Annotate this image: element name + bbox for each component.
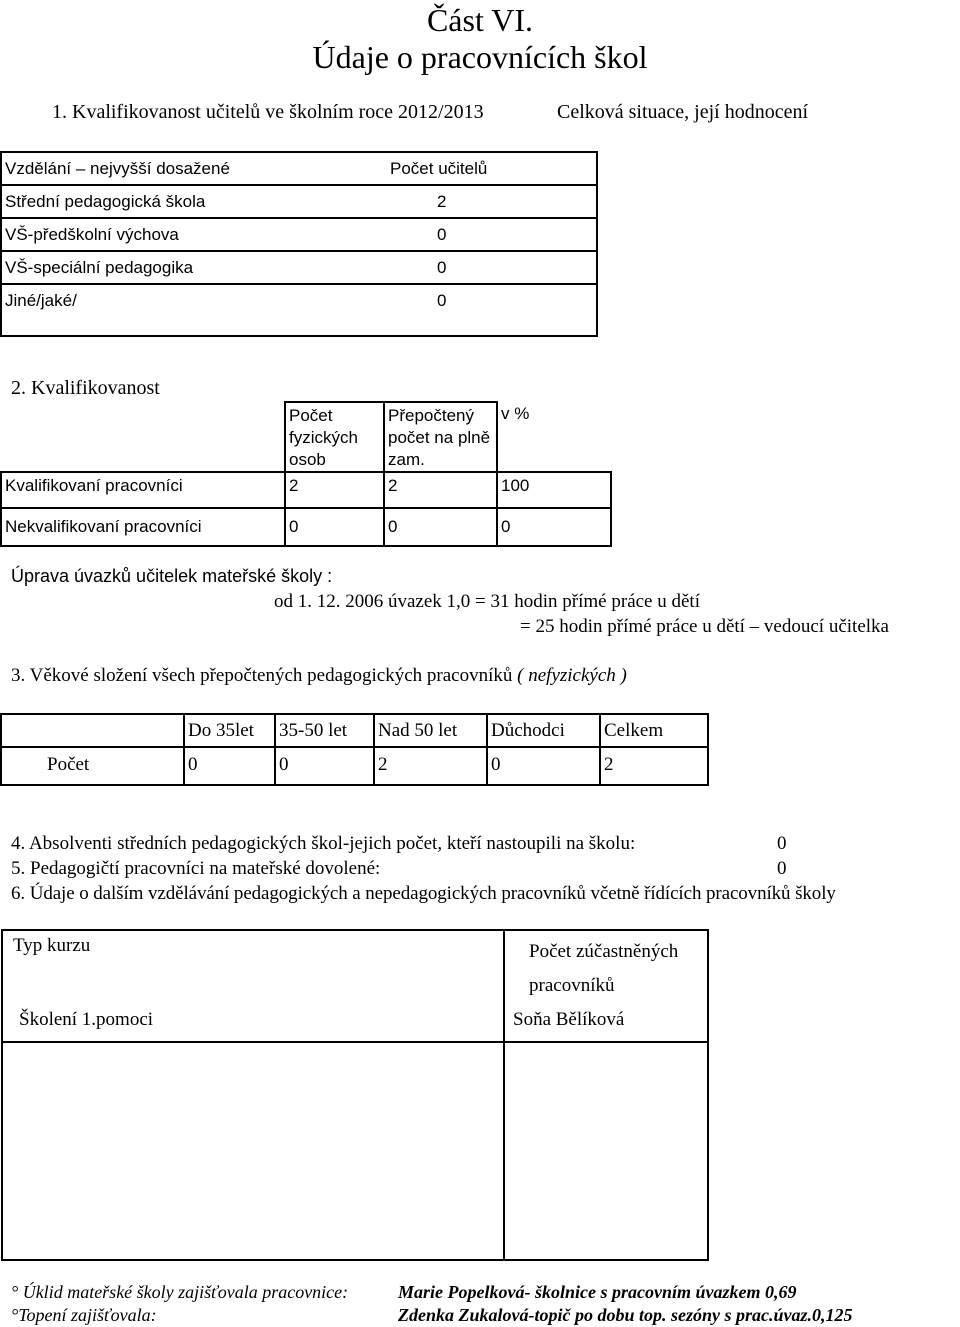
page-subtitle: Údaje o pracovnících škol [312, 39, 648, 75]
table-row [2, 1003, 708, 1042]
qualification-summary-table [0, 401, 612, 547]
table-row [1, 508, 611, 546]
table-cell-value: 0 [497, 508, 611, 546]
table-cell-value: 0 [487, 747, 600, 785]
header-teacher-count: Počet učitelů [385, 152, 597, 185]
section1-title-right: Celková situace, její hodnocení [557, 101, 809, 123]
table-cell-value: 0 [384, 508, 497, 546]
item4-value: 0 [777, 833, 787, 854]
table-cell-value: 0 [184, 747, 275, 785]
section1-title: 1. Kvalifikovanost učitelů ve školním roce 2012/2013 [52, 101, 484, 123]
item4-text: 4. Absolventi středních pedagogických škol-jejich počet, kteří nastoupili na školu: [11, 833, 636, 854]
table-cell-value: 2 [385, 185, 597, 218]
table-cell-value: 0 [285, 508, 384, 546]
footer-heating-value: Zdenka Zukalová-topič po dobu top. sezóny s prac.úvaz.0,125 [398, 1305, 853, 1325]
item5-text: 5. Pedagogičtí pracovníci na mateřské dovolené: [11, 858, 381, 879]
table-cell-value: 2 [384, 472, 497, 508]
table-row [1, 284, 597, 336]
table-header-row [1, 714, 708, 747]
header-total: Celkem [600, 714, 708, 747]
table-cell-value: 0 [385, 218, 597, 251]
table-row [2, 1042, 708, 1260]
header-age-under35: Do 35let [184, 714, 275, 747]
item5-value: 0 [777, 858, 787, 879]
workload-line1: od 1. 12. 2006 úvazek 1,0 = 31 hodin přímé práce u dětí [274, 591, 700, 612]
age-structure-table [0, 713, 709, 786]
table-cell-label: VŠ-speciální pedagogika [1, 251, 385, 284]
training-table [1, 929, 709, 1261]
table-cell-course: Školení 1.pomoci [2, 1003, 504, 1042]
table-cell-value: 2 [600, 747, 708, 785]
workload-title: Úprava úvazků učitelek mateřské školy : [11, 566, 333, 586]
header-converted-count: Přepočtený počet na plně zam. [384, 402, 497, 472]
table-header-row [1, 152, 597, 185]
table-header-row [1, 402, 611, 472]
row-label-count: Počet [1, 747, 184, 785]
table-row [1, 472, 611, 508]
workload-line2: = 25 hodin přímé práce u dětí – vedoucí učitelka [520, 616, 889, 637]
header-age-35-50: 35-50 let [275, 714, 374, 747]
footer-cleaning-value: Marie Popelková- školnice s pracovním úvazkem 0,69 [398, 1282, 797, 1302]
header-participants [504, 930, 708, 1003]
table-row [1, 747, 708, 785]
qualification-table [0, 151, 598, 337]
page-title: Část VI. [426, 2, 534, 38]
table-row [1, 251, 597, 284]
header-empty [1, 402, 285, 472]
table-cell-value: 0 [385, 251, 597, 284]
section3-title-italic: ( nefyzických ) [517, 665, 627, 686]
header-participants-line2: pracovníků [529, 975, 615, 996]
item6-text: 6. Údaje o dalším vzdělávání pedagogických a nepedagogických pracovníků včetně řídících pracovníků školy [11, 883, 836, 904]
table-cell-participant: Soňa Bělíková [504, 1003, 708, 1042]
header-education: Vzdělání – nejvyšší dosažené [1, 152, 385, 185]
table-cell-value: 100 [497, 472, 611, 508]
table-cell-value: 0 [275, 747, 374, 785]
header-retired: Důchodci [487, 714, 600, 747]
table-row [1, 218, 597, 251]
table-cell-empty [2, 1042, 504, 1260]
header-physical-count: Počet fyzických osob [285, 402, 384, 472]
table-cell-label: Kvalifikovaní pracovníci [1, 472, 285, 508]
header-course-type: Typ kurzu [2, 930, 504, 1003]
footer-cleaning-label: ° Úklid mateřské školy zajišťovala pracovnice: [11, 1282, 349, 1302]
header-age-over50: Nad 50 let [374, 714, 487, 747]
section3-title [11, 665, 627, 687]
header-empty [1, 714, 184, 747]
table-cell-empty [504, 1042, 708, 1260]
table-header-row [2, 930, 708, 1003]
table-cell-label: Jiné/jaké/ [1, 284, 385, 336]
table-cell-value: 2 [374, 747, 487, 785]
header-participants-line1: Počet zúčastněných [529, 941, 679, 962]
section3-title-text: 3. Věkové složení všech přepočtených pedagogických pracovníků [11, 665, 513, 686]
header-percent: v % [497, 402, 611, 472]
table-cell-label: VŠ-předškolní výchova [1, 218, 385, 251]
section2-title: 2. Kvalifikovanost [11, 377, 160, 399]
table-cell-label: Střední pedagogická škola [1, 185, 385, 218]
table-cell-value: 2 [285, 472, 384, 508]
table-cell-value: 0 [385, 284, 597, 336]
table-row [1, 185, 597, 218]
table-cell-label: Nekvalifikovaní pracovníci [1, 508, 285, 546]
footer-heating-label: °Topení zajišťovala: [11, 1305, 157, 1325]
